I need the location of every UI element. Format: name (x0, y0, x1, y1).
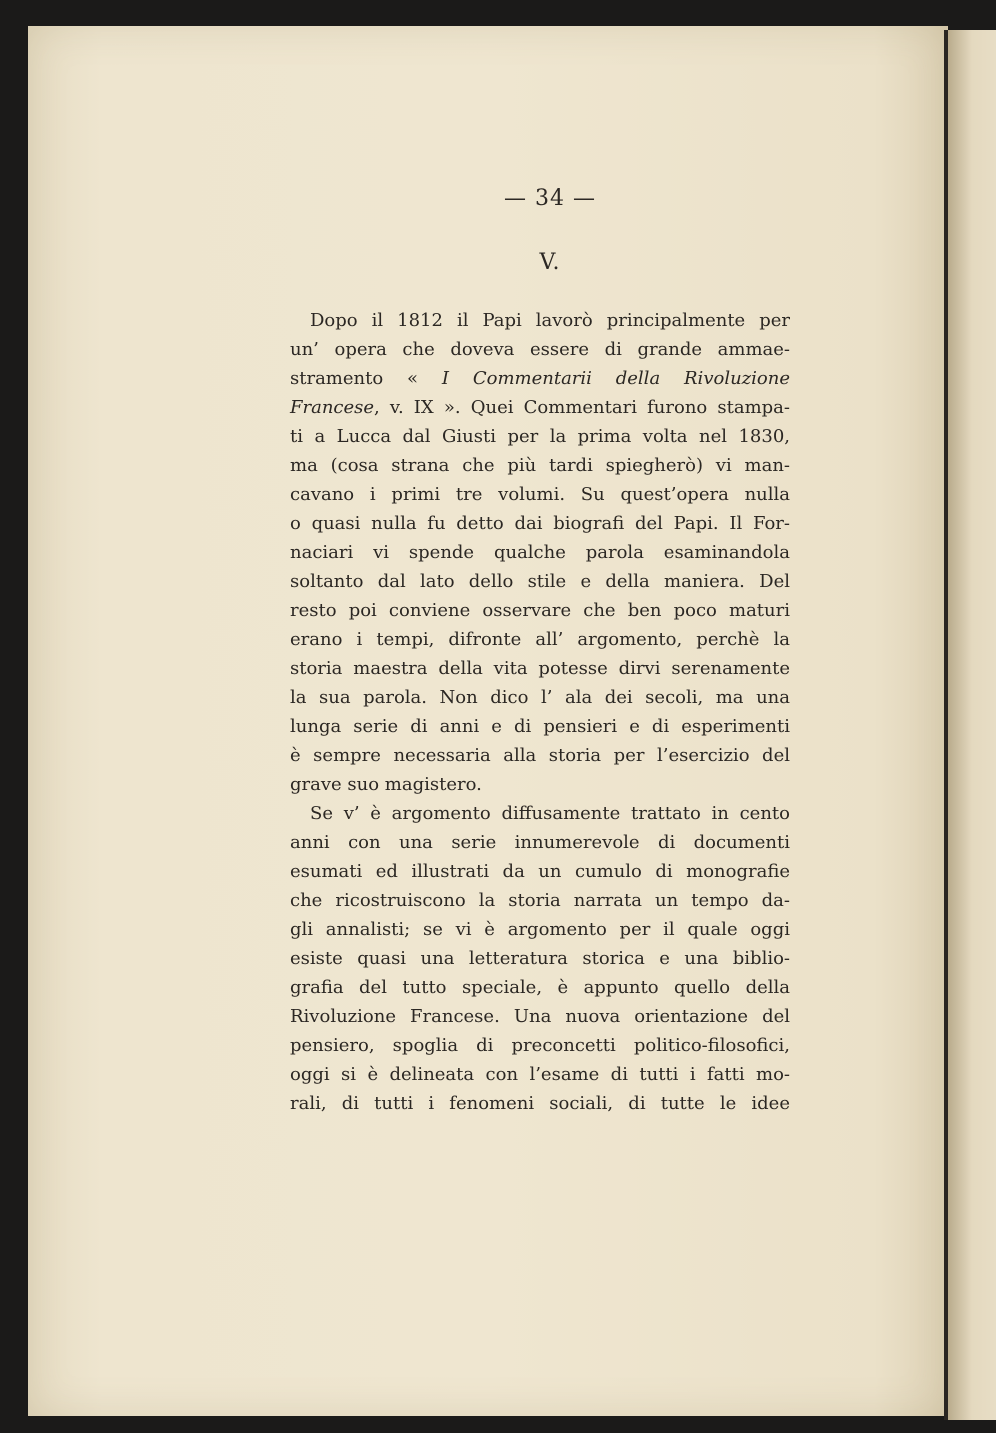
section-heading: V. (539, 250, 561, 275)
italic-title: Francese (290, 397, 375, 418)
text-fragment: stramento « (290, 368, 442, 389)
text-line: la sua parola. Non dico l’ ala dei secoli, ma una (290, 687, 790, 708)
text-line: oggi si è delineata con l’esame di tutti i fatti mo- (290, 1064, 790, 1085)
text-line: pensiero, spoglia di preconcetti politico-filosofici, (290, 1035, 790, 1056)
text-line (290, 393, 790, 422)
text-line: soltanto dal lato dello stile e della maniera. Del (290, 571, 790, 592)
text-line: un’ opera che doveva essere di grande ammae- (290, 339, 790, 360)
text-line: storia maestra della vita potesse dirvi serenamente (290, 658, 790, 679)
text-line: naciari vi spende qualche parola esaminandola (290, 542, 790, 563)
text-line: ma (cosa strana che più tardi spiegherò) vi man- (290, 455, 790, 476)
text-line: grave suo magistero. (290, 774, 482, 795)
text-line: resto poi conviene osservare che ben poco maturi (290, 600, 790, 621)
text-line: erano i tempi, difronte all’ argomento, perchè la (290, 629, 790, 650)
italic-title: I Commentarii della Rivoluzione (441, 368, 790, 389)
text-line: esumati ed illustrati da un cumulo di monografie (290, 861, 790, 882)
text-line: grafia del tutto speciale, è appunto quello della (290, 977, 790, 998)
text-line: Se v’ è argomento diffusamente trattato in cento (310, 803, 790, 824)
text-line: Rivoluzione Francese. Una nuova orientazione del (290, 1006, 790, 1027)
text-line: Dopo il 1812 il Papi lavorò principalmente per (310, 310, 790, 331)
text-line: gli annalisti; se vi è argomento per il quale oggi (290, 919, 790, 940)
text-line: è sempre necessaria alla storia per l’esercizio del (290, 745, 790, 766)
body-text (290, 306, 790, 1118)
text-line: o quasi nulla fu detto dai biografi del Papi. Il For- (290, 513, 790, 534)
text-line: anni con una serie innumerevole di documenti (290, 832, 790, 853)
text-line: rali, di tutti i fenomeni sociali, di tutte le idee (290, 1093, 790, 1114)
text-line: esiste quasi una letteratura storica e una biblio- (290, 948, 790, 969)
text-fragment: , v. IX ». Quei Commentari furono stampa- (374, 397, 790, 418)
text-line: ti a Lucca dal Giusti per la prima volta nel 1830, (290, 426, 790, 447)
facing-page-edge (948, 30, 996, 1420)
page-number: — 34 — (504, 186, 596, 211)
text-line: che ricostruiscono la storia narrata un tempo da- (290, 890, 790, 911)
text-line (290, 364, 790, 393)
text-line: cavano i primi tre volumi. Su quest’opera nulla (290, 484, 790, 505)
text-line: lunga serie di anni e di pensieri e di esperimenti (290, 716, 790, 737)
